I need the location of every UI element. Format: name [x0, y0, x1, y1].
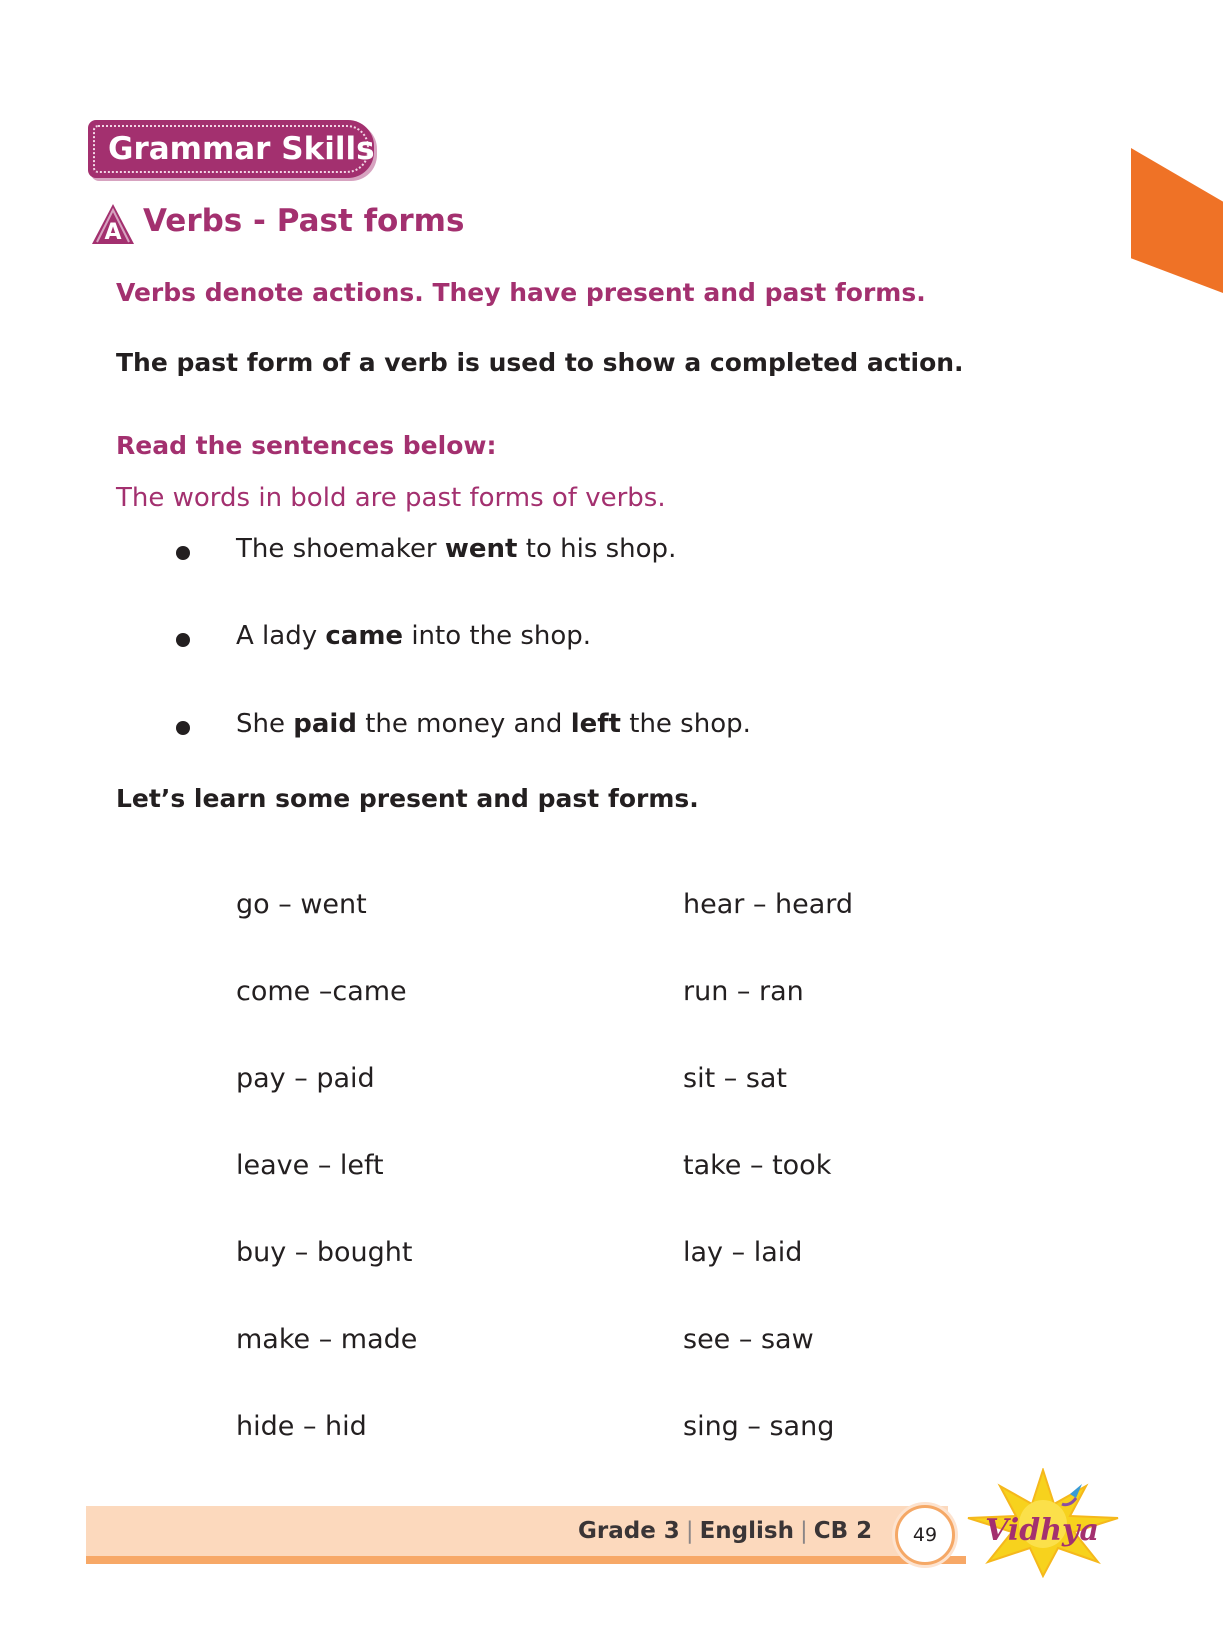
section-letter: A [104, 220, 122, 245]
page-number: 49 [895, 1505, 955, 1565]
bullet-icon [176, 633, 190, 647]
learn-heading: Let’s learn some present and past forms. [116, 784, 699, 813]
verb-pair: sit – sat [683, 1063, 788, 1094]
verb-pair: see – saw [683, 1324, 814, 1355]
sentence-text: into the shop. [403, 621, 592, 651]
section-title: Verbs - Past forms [143, 203, 465, 239]
verb-pair: take – took [683, 1150, 832, 1181]
bullet-icon [176, 546, 190, 560]
verb-pair: leave – left [236, 1150, 384, 1181]
footer-grade: Grade 3 [578, 1518, 680, 1544]
footer-subject: English [699, 1518, 794, 1544]
past-verb: came [325, 621, 404, 651]
past-verb: paid [293, 709, 357, 739]
footer-info [578, 1518, 872, 1544]
verb-pair: pay – paid [236, 1063, 375, 1094]
example-sentence [236, 534, 676, 564]
footer-book: CB 2 [813, 1518, 873, 1544]
verb-pair: sing – sang [683, 1411, 835, 1442]
verb-pair: hide – hid [236, 1411, 367, 1442]
sentence-text: the shop. [620, 709, 751, 739]
read-note: The words in bold are past forms of verbs. [116, 483, 666, 513]
footer-separator: | [685, 1518, 694, 1544]
example-sentence [236, 709, 751, 739]
verb-pair: lay – laid [683, 1237, 803, 1268]
footer-bar-edge [86, 1556, 966, 1564]
vidhya-logo-icon [958, 1468, 1128, 1578]
verb-pair: come –came [236, 976, 407, 1007]
grammar-skills-label: Grammar Skills [93, 125, 369, 173]
past-verb: left [570, 709, 621, 739]
sentence-text: to his shop. [517, 534, 677, 564]
intro-text: Verbs denote actions. They have present and past forms. [116, 278, 926, 307]
sentence-text: She [236, 709, 294, 739]
past-verb: went [444, 534, 518, 564]
verb-pair: buy – bought [236, 1237, 413, 1268]
section-a-icon [90, 202, 136, 248]
logo-text: Vidhya [985, 1513, 1099, 1548]
verb-pair: hear – heard [683, 889, 854, 920]
grammar-skills-badge [88, 120, 374, 178]
verb-pair: run – ran [683, 976, 804, 1007]
corner-tab-decoration [1131, 148, 1223, 293]
rule-text: The past form of a verb is used to show a completed action. [116, 348, 964, 377]
bullet-icon [176, 721, 190, 735]
sentence-text: The shoemaker [236, 534, 445, 564]
verb-pair: go – went [236, 889, 367, 920]
sentence-text: A lady [236, 621, 326, 651]
verb-pair: make – made [236, 1324, 418, 1355]
footer-separator: | [799, 1518, 808, 1544]
read-heading: Read the sentences below: [116, 431, 497, 460]
example-sentence [236, 621, 591, 651]
sentence-text: the money and [356, 709, 571, 739]
